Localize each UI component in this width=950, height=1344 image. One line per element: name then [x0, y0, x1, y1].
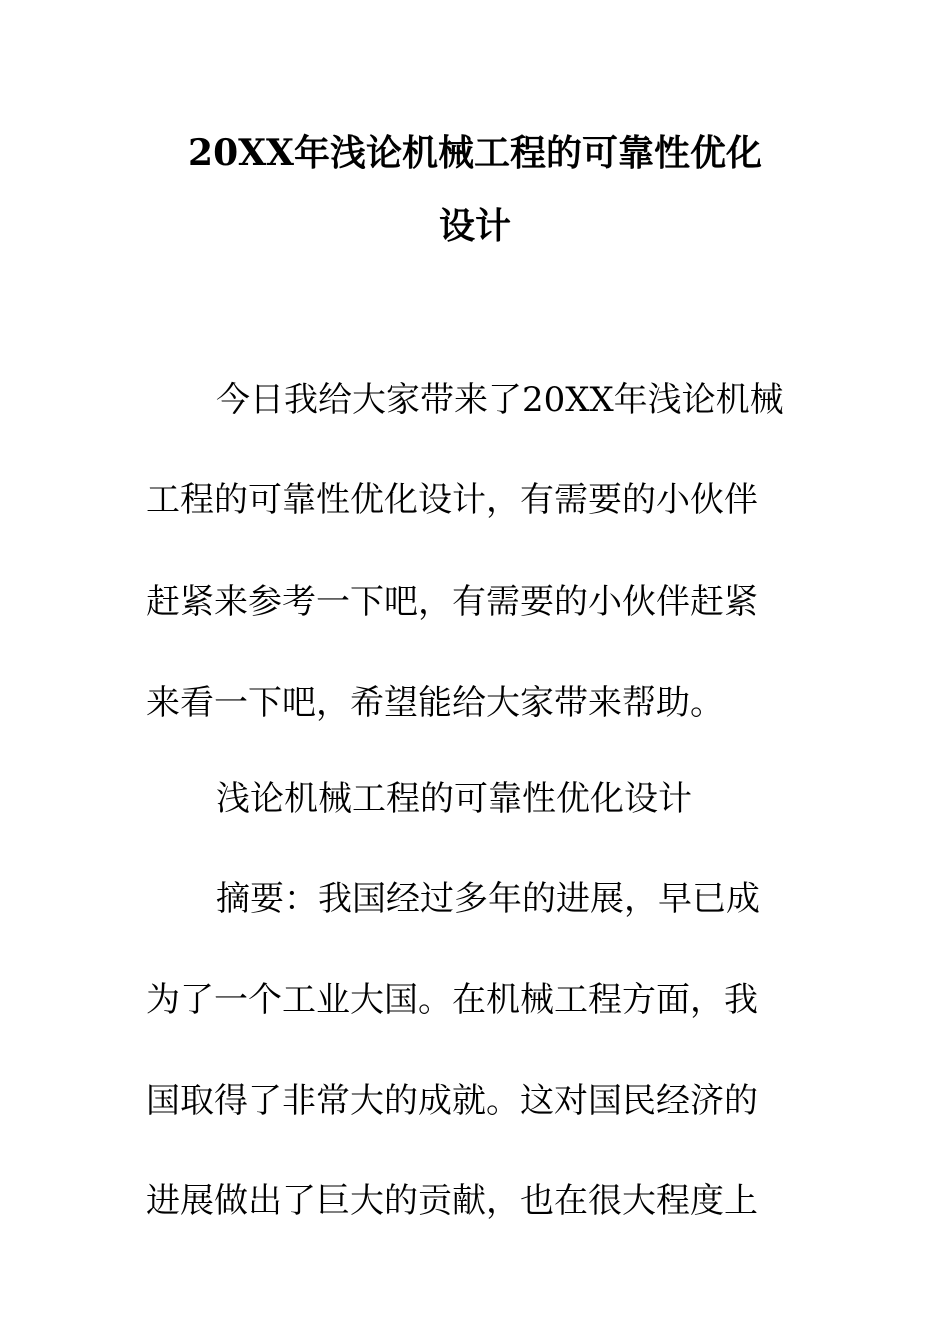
abstract-line-2: 为了一个工业大国。在机械工程方面，我 — [146, 980, 758, 1020]
paragraph-1-line-4: 来看一下吧，希望能给大家带来帮助。 — [146, 683, 724, 723]
section-heading: 浅论机械工程的可靠性优化设计 — [216, 779, 692, 819]
abstract-line-3: 国取得了非常大的成就。这对国民经济的 — [146, 1081, 758, 1121]
abstract-line-4: 进展做出了巨大的贡献，也在很大程度上 — [146, 1181, 758, 1221]
paragraph-1-line-1: 今日我给大家带来了20XX年浅论机械 — [216, 380, 784, 420]
paragraph-1-line-3: 赶紧来参考一下吧，有需要的小伙伴赶紧 — [146, 582, 758, 622]
paragraph-1-line-2: 工程的可靠性优化设计，有需要的小伙伴 — [146, 480, 758, 520]
document-title-line-1: 20XX年浅论机械工程的可靠性优化 — [188, 132, 762, 174]
abstract-line-1: 摘要：我国经过多年的进展，早已成 — [216, 879, 760, 919]
document-title-line-2: 设计 — [438, 205, 511, 247]
